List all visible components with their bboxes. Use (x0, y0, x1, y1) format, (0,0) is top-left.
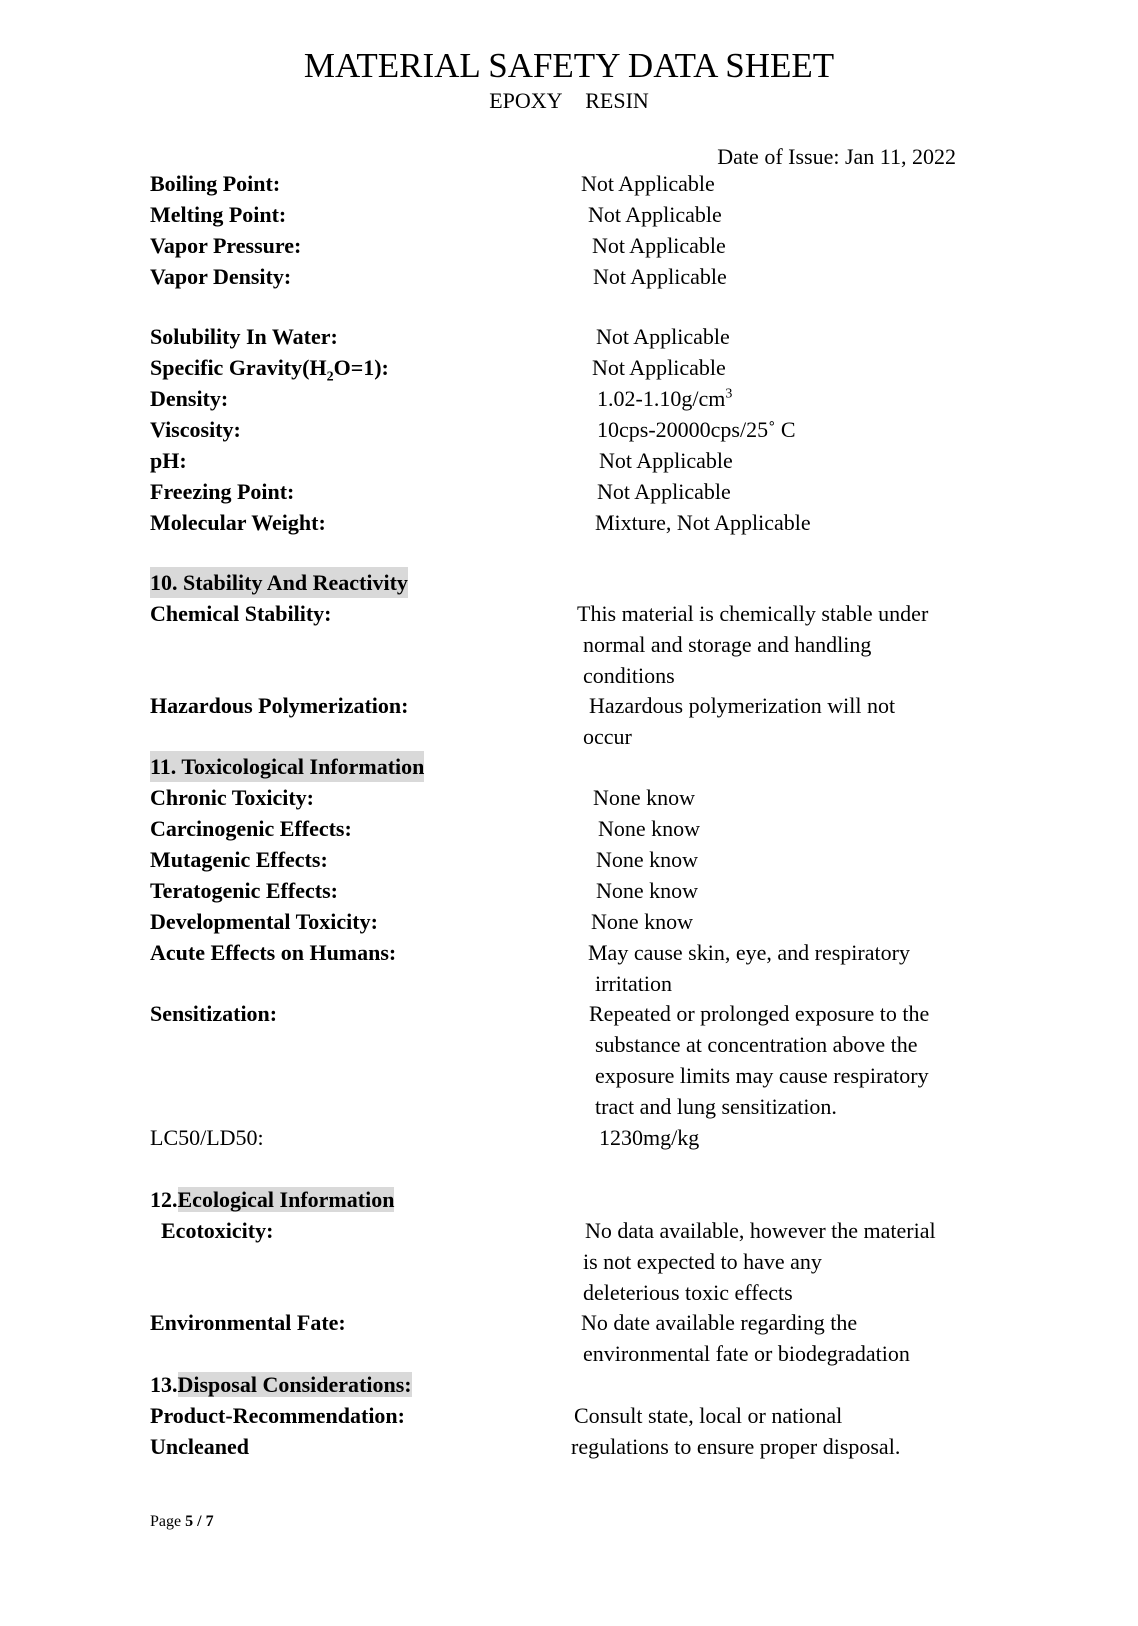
info-value-line: irritation (595, 971, 672, 996)
info-value-line: occur (583, 724, 632, 749)
info-value-line: None know (598, 816, 701, 841)
property-value: Not Applicable (592, 355, 726, 380)
info-label: Sensitization: (150, 1001, 278, 1026)
property-label: Melting Point: (150, 202, 287, 227)
info-value-line: normal and storage and handling (583, 632, 872, 657)
info-label: Teratogenic Effects: (150, 878, 338, 903)
info-value-line: regulations to ensure proper disposal. (571, 1434, 901, 1459)
info-value-line: 1230mg/kg (599, 1125, 700, 1150)
label-text: O=1): (333, 355, 389, 380)
info-value-line: conditions (583, 663, 675, 688)
property-value: Not Applicable (592, 233, 726, 258)
section-heading: 10. Stability And Reactivity (150, 567, 408, 598)
property-value: Not Applicable (588, 202, 722, 227)
info-value-line: May cause skin, eye, and respiratory (588, 940, 910, 965)
property-label: Vapor Pressure: (150, 233, 302, 258)
info-label: Chronic Toxicity: (150, 785, 315, 810)
info-label: Carcinogenic Effects: (150, 816, 352, 841)
info-value-line: None know (591, 909, 694, 934)
info-value-line: None know (596, 878, 699, 903)
info-label: LC50/LD50: (150, 1125, 264, 1150)
property-label: Boiling Point: (150, 171, 281, 196)
date-of-issue: Date of Issue: Jan 11, 2022 (717, 144, 956, 169)
section-heading: 11. Toxicological Information (150, 751, 424, 782)
info-value-line: No date available regarding the (581, 1310, 858, 1335)
section-title: Disposal Considerations: (177, 1372, 412, 1397)
label-subscript: 2 (326, 369, 334, 385)
info-label: Developmental Toxicity: (150, 909, 378, 934)
info-value-line: deleterious toxic effects (583, 1280, 793, 1305)
info-value-line: is not expected to have any (583, 1249, 822, 1274)
page-separator: / (197, 1513, 202, 1530)
info-value-line: None know (596, 847, 699, 872)
info-value-line: substance at concentration above the (595, 1032, 918, 1057)
info-value-line: No data available, however the material (585, 1218, 936, 1243)
info-label: Mutagenic Effects: (150, 847, 328, 872)
value-text: 1.02-1.10g/cm (597, 386, 726, 411)
info-label: Environmental Fate: (150, 1310, 346, 1335)
property-label: Freezing Point: (150, 479, 295, 504)
info-value-line: This material is chemically stable under (577, 601, 929, 626)
info-label: Uncleaned (150, 1434, 249, 1459)
property-label: Molecular Weight: (150, 510, 326, 535)
property-label: Density: (150, 386, 229, 411)
property-label: Solubility In Water: (150, 324, 338, 349)
page-label: Page (150, 1513, 182, 1530)
page-current: 5 (185, 1513, 194, 1530)
property-value: Not Applicable (599, 448, 733, 473)
info-value-line: tract and lung sensitization. (595, 1094, 837, 1119)
info-label: Chemical Stability: (150, 601, 332, 626)
section-number: 13. (150, 1372, 178, 1397)
info-value-line: environmental fate or biodegradation (583, 1341, 910, 1366)
section-number: 12. (150, 1187, 178, 1212)
property-value: Not Applicable (596, 324, 730, 349)
info-value-line: Repeated or prolonged exposure to the (589, 1001, 930, 1026)
property-value (597, 383, 732, 414)
info-value-line: None know (593, 785, 696, 810)
section-title: Ecological Information (177, 1187, 395, 1212)
property-label: Viscosity: (150, 417, 241, 442)
info-label: Acute Effects on Humans: (150, 940, 397, 965)
info-label: Product-Recommendation: (150, 1403, 405, 1428)
property-label: Vapor Density: (150, 264, 292, 289)
info-value-line: Consult state, local or national (574, 1403, 843, 1428)
property-value: Not Applicable (581, 171, 715, 196)
section-heading (150, 1369, 412, 1400)
value-superscript: 3 (725, 386, 733, 402)
info-label: Hazardous Polymerization: (150, 693, 409, 718)
property-label (150, 352, 389, 383)
page-number (150, 1512, 214, 1532)
property-value: Not Applicable (597, 479, 731, 504)
label-text: Specific Gravity(H (150, 355, 327, 380)
property-label: pH: (150, 448, 187, 473)
info-label: Ecotoxicity: (161, 1218, 274, 1243)
document-title: MATERIAL SAFETY DATA SHEET (303, 46, 835, 85)
info-value-line: Hazardous polymerization will not (589, 693, 896, 718)
section-heading (150, 1184, 394, 1215)
product-name: EPOXY RESIN (489, 88, 649, 113)
info-value-line: exposure limits may cause respiratory (595, 1063, 929, 1088)
property-value: Not Applicable (593, 264, 727, 289)
page-total: 7 (205, 1513, 214, 1530)
property-value: 10cps-20000cps/25˚ C (597, 417, 796, 442)
property-value: Mixture, Not Applicable (595, 510, 811, 535)
